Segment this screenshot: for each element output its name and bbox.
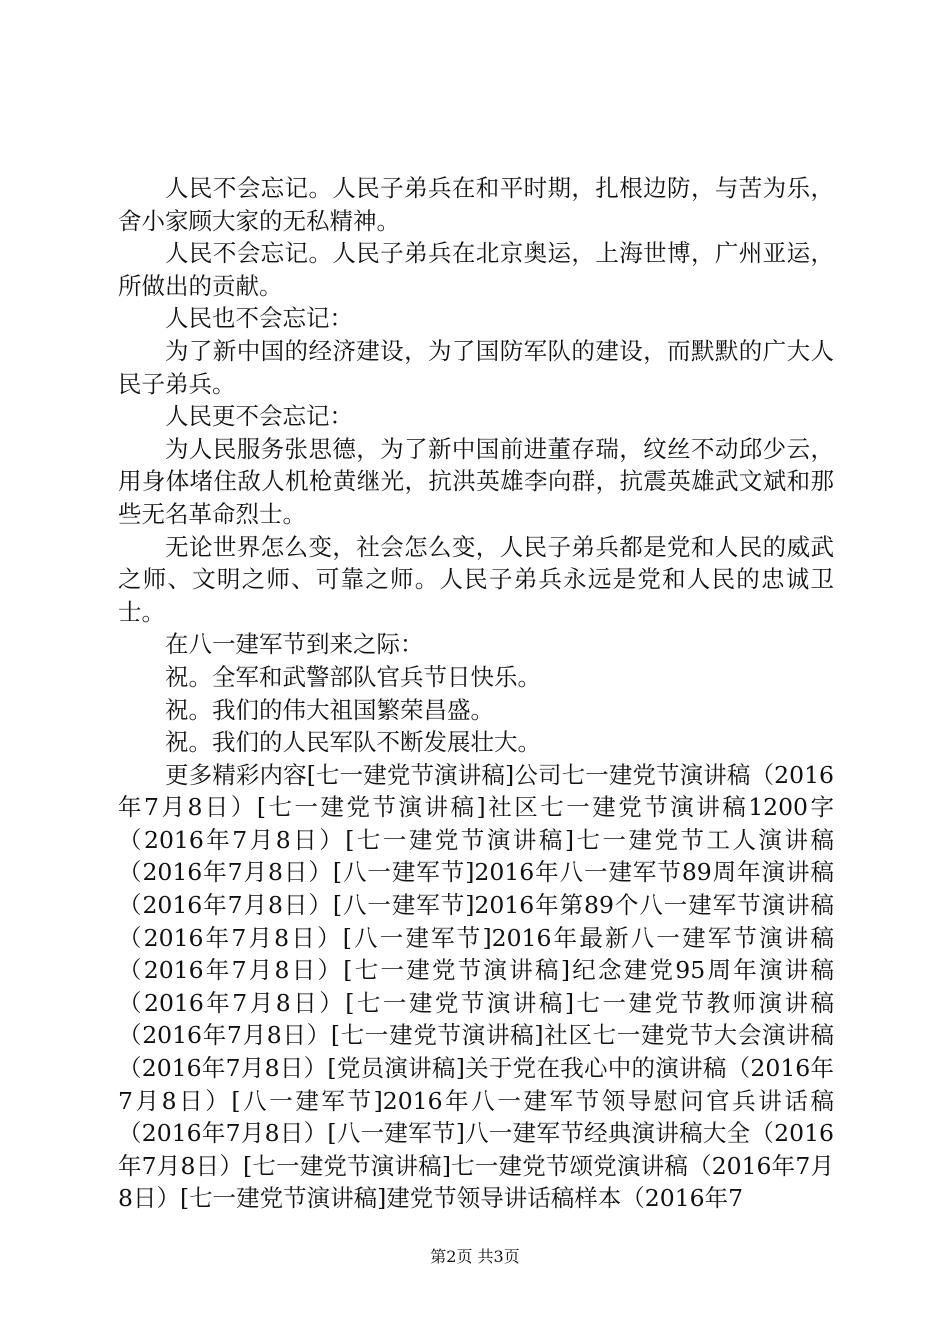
paragraph-10: 祝。我们的伟大祖国繁荣昌盛。 [165, 695, 494, 724]
paragraph-4: 为了新中国的经济建设，为了国防军队的建设，而默默的广大人民子弟兵。 [118, 336, 834, 398]
paragraph-8: 在八一建军节到来之际： [165, 630, 424, 659]
paragraph-6: 为人民服务张思德，为了新中国前进董存瑞，纹丝不动邱少云，用身体堵住敌人机枪黄继光，抗洪英雄李向群，抗震英雄武文斌和那些无名革命烈士。 [118, 434, 834, 528]
paragraph-11: 祝。我们的人民军队不断发展壮大。 [165, 728, 541, 757]
document-body [118, 172, 834, 1215]
paragraph-1: 人民不会忘记。人民子弟兵在和平时期，扎根边防，与苦为乐，舍小家顾大家的无私精神。 [118, 174, 834, 235]
paragraph-2: 人民不会忘记。人民子弟兵在北京奥运，上海世博，广州亚运，所做出的贡献。 [118, 239, 834, 300]
paragraph-9: 祝。全军和武警部队官兵节日快乐。 [165, 662, 541, 691]
page-number-footer: 第2页 共3页 [430, 1247, 520, 1266]
paragraph-7: 无论世界怎么变，社会怎么变，人民子弟兵都是党和人民的威武之师、文明之师、可靠之师。人民子弟兵永远是党和人民的忠诚卫士。 [118, 532, 834, 626]
paragraph-5: 人民更不会忘记： [165, 402, 353, 431]
paragraph-3: 人民也不会忘记： [165, 304, 353, 333]
paragraph-related-links: 更多精彩内容[七一建党节演讲稿]公司七一建党节演讲稿（2016年7月8日）[七一建党节演讲稿]社区七一建党节演讲稿1200字（2016年7月8日）[七一建党节演讲稿]七一建党节工人演讲稿（2016年7月8日）[八一建军节]2016年八一建军节89周年演讲稿（2016年7月8日）[八一建军节]2016年第89个八一建军节演讲稿（2016年7月8日）[八一建军节]2016年最新八一建军节演讲稿（2016年7月8日）[七一建党节演讲稿]纪念建党95周年演讲稿（2016年7月8日）[七一建党节演讲稿]七一建党节教师演讲稿（2016年7月8日）[七一建党节演讲稿]社区七一建党节大会演讲稿（2016年7月8日）[党员演讲稿]关于党在我心中的演讲稿（2016年7月8日）[八一建军节]2016年八一建军节领导慰问官兵讲话稿（2016年7月8日）[八一建军节]八一建军节经典演讲稿大全（2016年7月8日）[七一建党节演讲稿]七一建党节颂党演讲稿（2016年7月8日）[七一建党节演讲稿]建党节领导讲话稿样本（2016年7 [118, 760, 834, 1213]
